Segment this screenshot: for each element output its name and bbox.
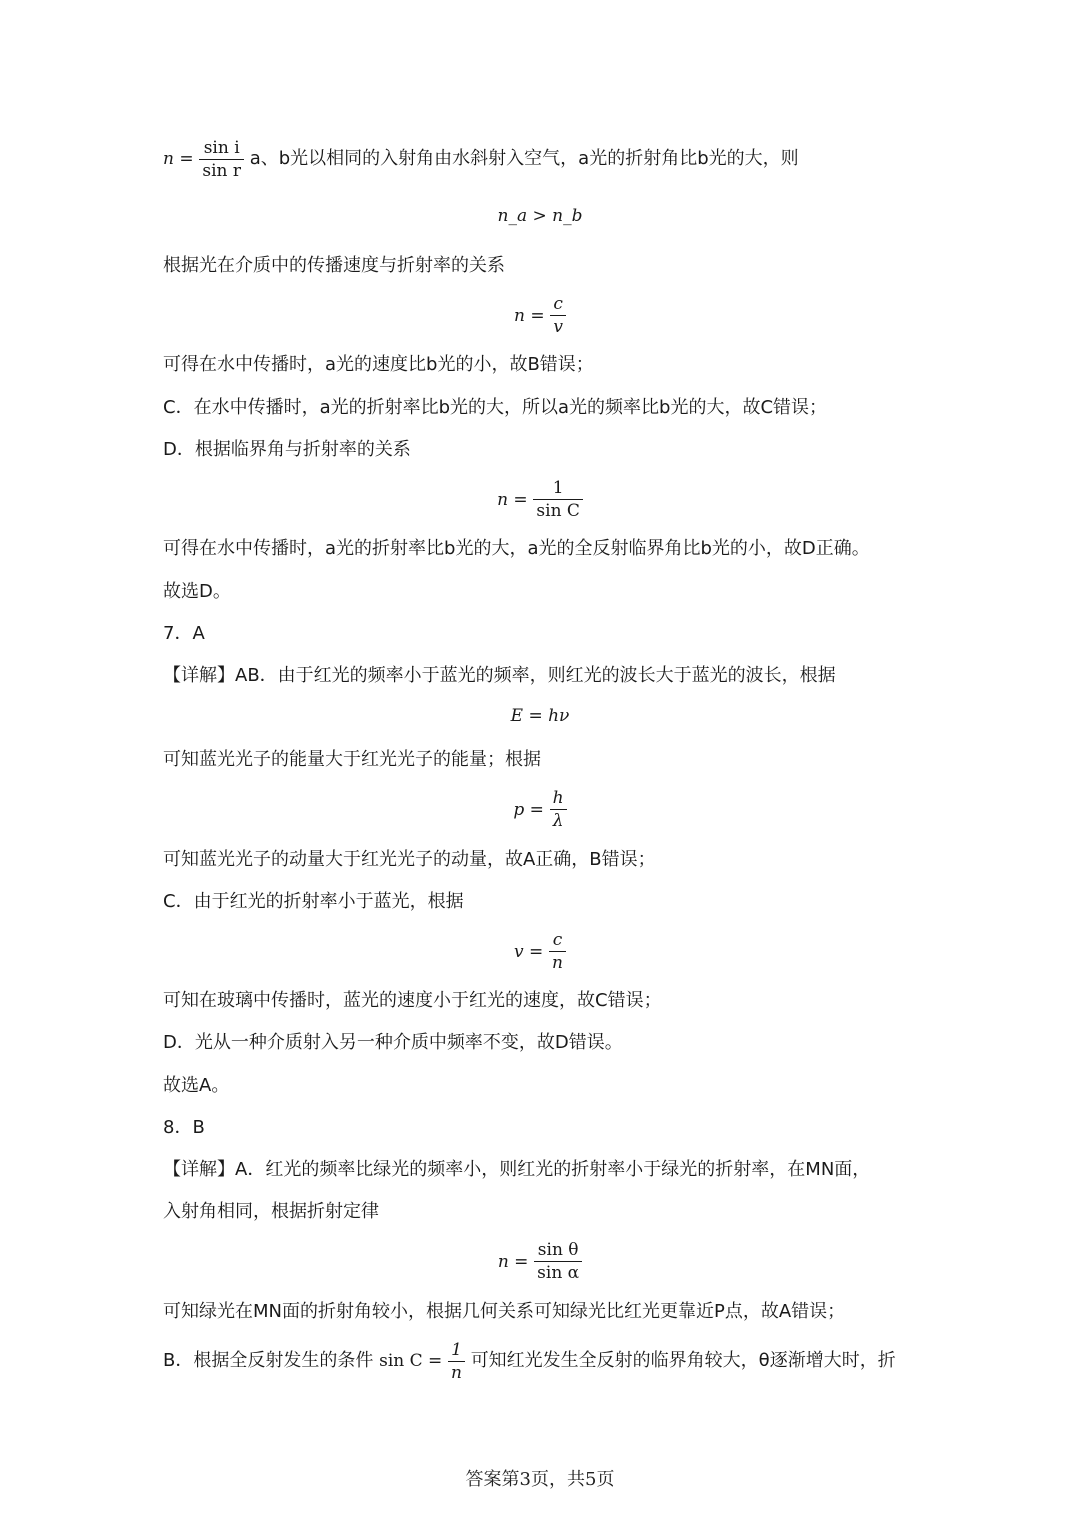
- formula-n-c-v: [0, 293, 1080, 338]
- text-line-10: 可知蓝光光子的动量大于红光光子的动量，故A正确，B错误；: [163, 849, 656, 870]
- text-line-16: 入射角相同，根据折射定律: [163, 1201, 379, 1222]
- question-7-answer: 7．A: [163, 623, 205, 644]
- text-line-9: 可知蓝光光子的能量大于红光光子的能量；根据: [163, 749, 541, 770]
- line-text-end: 可知红光发生全反射的临界角较大，θ逐渐增大时，折: [470, 1350, 896, 1371]
- text-line-3: 可得在水中传播时，a光的速度比b光的小，故B错误；: [163, 354, 594, 375]
- formula-text: E = hν: [510, 706, 570, 726]
- fraction-numerator: 1: [448, 1339, 465, 1362]
- fraction-numerator: sin i: [199, 137, 244, 160]
- formula-fraction: [533, 477, 583, 522]
- fraction-numerator: c: [549, 929, 566, 952]
- fraction-numerator: sin θ: [534, 1239, 582, 1262]
- formula-lhs: [379, 1336, 442, 1386]
- formula-n-sintheta-sinalpha: [0, 1239, 1080, 1284]
- formula-sin-c: sin C =: [379, 1351, 443, 1371]
- formula-fraction: [550, 293, 566, 338]
- formula-v-c-n: [0, 929, 1080, 974]
- fraction-numerator: 1: [533, 477, 583, 500]
- formula-lhs: v =: [514, 941, 544, 962]
- line-text: a、b光以相同的入射角由水斜射入空气，a光的折射角比b光的大，则: [249, 148, 799, 169]
- formula-n-lhs: n =: [163, 149, 194, 169]
- text-line-12: 可知在玻璃中传播时，蓝光的速度小于红光的速度，故C错误；: [163, 990, 662, 1011]
- text-line-1: [163, 134, 799, 184]
- formula-text: n_a > n_b: [497, 206, 583, 226]
- formula-n-1-sinc: [0, 477, 1080, 522]
- fraction-denominator: λ: [552, 811, 564, 831]
- text-line-4: C．在水中传播时，a光的折射率比b光的大，所以a光的频率比b光的大，故C错误；: [163, 397, 828, 418]
- text-line-5: D．根据临界角与折射率的关系: [163, 439, 411, 460]
- text-line-8: 【详解】AB．由于红光的频率小于蓝光的频率，则红光的波长大于蓝光的波长，根据: [163, 665, 836, 686]
- text-line-14: 故选A。: [163, 1075, 230, 1096]
- text-line-11: C．由于红光的折射率小于蓝光，根据: [163, 891, 464, 912]
- formula-fraction: [448, 1339, 465, 1384]
- formula-lhs: p =: [513, 799, 544, 820]
- text-line-7: 故选D。: [163, 581, 231, 602]
- fraction-denominator: sin C: [536, 501, 580, 521]
- fraction-numerator: h: [550, 787, 567, 810]
- formula-lhs: n =: [497, 1251, 529, 1272]
- question-8-answer: 8．B: [163, 1117, 205, 1138]
- text-line-17: 可知绿光在MN面的折射角较小，根据几何关系可知绿光比红光更靠近P点，故A错误；: [163, 1301, 846, 1322]
- text-line-18: [163, 1336, 896, 1386]
- fraction-denominator: n: [451, 1362, 462, 1383]
- formula-fraction: [550, 787, 567, 832]
- fraction-denominator: v: [553, 317, 563, 337]
- text-line-6: 可得在水中传播时，a光的折射率比b光的大，a光的全反射临界角比b光的小，故D正确。: [163, 538, 870, 559]
- formula-na-gt-nb: [0, 205, 1080, 226]
- fraction-numerator: c: [550, 293, 566, 316]
- text-line-2: 根据光在介质中的传播速度与折射率的关系: [163, 255, 505, 276]
- text-line-15: 【详解】A．红光的频率比绿光的频率小，则红光的折射率小于绿光的折射率，在MN面，: [163, 1159, 871, 1180]
- formula-lhs: n =: [497, 489, 528, 510]
- formula-lhs: n =: [514, 305, 545, 326]
- page-footer: 答案第3页，共5页: [465, 1469, 615, 1490]
- text-line-13: D．光从一种介质射入另一种介质中频率不变，故D错误。: [163, 1032, 623, 1053]
- fraction-denominator: sin r: [202, 160, 241, 181]
- formula-fraction: [549, 929, 566, 974]
- formula-p-h-lambda: [0, 787, 1080, 832]
- fraction-denominator: n: [552, 953, 563, 973]
- formula-e-hv: [0, 705, 1080, 726]
- formula-fraction: [534, 1239, 582, 1284]
- line-text-start: B．根据全反射发生的条件: [163, 1350, 374, 1371]
- formula-fraction-sini-sinr: [199, 137, 244, 182]
- fraction-denominator: sin α: [537, 1263, 580, 1283]
